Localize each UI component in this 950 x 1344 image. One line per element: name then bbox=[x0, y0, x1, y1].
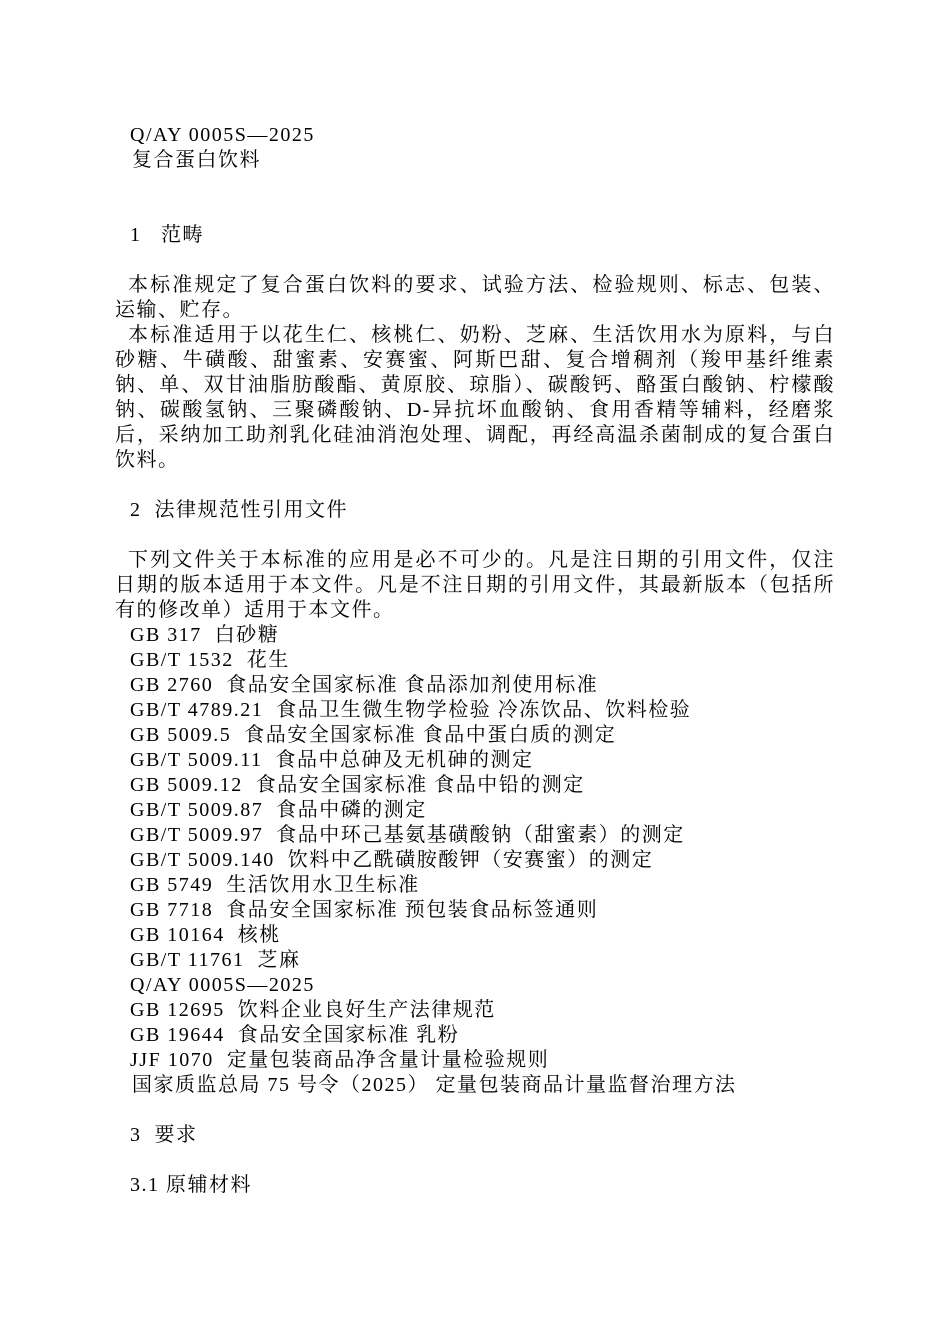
reference-item: GB 5009.12 食品安全国家标准 食品中铅的测定 bbox=[130, 774, 585, 796]
section-1-paragraph-scope: 本标准规定了复合蛋白饮料的要求、试验方法、检验规则、标志、包装、运输、贮存。 bbox=[115, 274, 835, 321]
standard-code: Q/AY 0005S—2025 bbox=[130, 124, 315, 146]
reference-item: GB 317 白砂糖 bbox=[130, 624, 280, 646]
reference-item: GB/T 5009.140 饮料中乙酰磺胺酸钾（安赛蜜）的测定 bbox=[130, 849, 654, 871]
reference-item: GB/T 11761 芝麻 bbox=[130, 949, 301, 971]
section-1-paragraph-applicability: 本标准适用于以花生仁、核桃仁、奶粉、芝麻、生活饮用水为原料，与白砂糖、牛磺酸、甜蜜素、安赛蜜、阿斯巴甜、复合增稠剂（羧甲基纤维素钠、单、双甘油脂肪酸酯、黄原胶、琼脂）、碳酸钙、酪蛋白酸钠、柠檬酸钠、碳酸氢钠、三聚磷酸钠、D-异抗坏血酸钠、食用香精等辅料，经磨浆后，采纳加工助剂乳化硅油消泡处理、调配，再经高温杀菌制成的复合蛋白饮料。 bbox=[115, 324, 835, 471]
document-title: 复合蛋白饮料 bbox=[132, 149, 261, 171]
reference-item: GB 5749 生活饮用水卫生标准 bbox=[130, 874, 420, 896]
reference-item: JJF 1070 定量包装商品净含量计量检验规则 bbox=[130, 1049, 550, 1071]
section-1-heading: 1 范畴 bbox=[130, 224, 204, 246]
reference-item: GB 10164 核桃 bbox=[130, 924, 281, 946]
section-3-1-heading: 3.1 原辅材料 bbox=[130, 1174, 252, 1196]
document-body bbox=[115, 123, 835, 1198]
spacer bbox=[115, 1098, 835, 1123]
reference-item: GB 7718 食品安全国家标准 预包装食品标签通则 bbox=[130, 899, 599, 921]
reference-item: GB 12695 饮料企业良好生产法律规范 bbox=[130, 999, 496, 1021]
reference-item: GB/T 5009.97 食品中环己基氨基磺酸钠（甜蜜素）的测定 bbox=[130, 824, 685, 846]
spacer bbox=[115, 473, 835, 498]
reference-item: 国家质监总局 75 号令（2025） 定量包装商品计量监督治理方法 bbox=[132, 1074, 737, 1096]
spacer bbox=[115, 248, 835, 273]
reference-item: GB/T 1532 花生 bbox=[130, 649, 290, 671]
section-2-heading: 2 法律规范性引用文件 bbox=[130, 499, 348, 521]
reference-item: GB/T 5009.87 食品中磷的测定 bbox=[130, 799, 427, 821]
spacer bbox=[115, 523, 835, 548]
section-2-paragraph: 下列文件关于本标准的应用是必不可少的。凡是注日期的引用文件，仅注日期的版本适用于本文件。凡是不注日期的引用文件，其最新版本（包括所有的修改单）适用于本文件。 bbox=[115, 549, 835, 621]
reference-item: Q/AY 0005S—2025 bbox=[130, 974, 315, 996]
section-3-heading: 3 要求 bbox=[130, 1124, 198, 1146]
reference-item: GB/T 5009.11 食品中总砷及无机砷的测定 bbox=[130, 749, 534, 771]
spacer bbox=[115, 173, 835, 223]
reference-item: GB 5009.5 食品安全国家标准 食品中蛋白质的测定 bbox=[130, 724, 617, 746]
reference-item: GB 19644 食品安全国家标准 乳粉 bbox=[130, 1024, 460, 1046]
reference-item: GB 2760 食品安全国家标准 食品添加剂使用标准 bbox=[130, 674, 599, 696]
normative-references-list bbox=[115, 623, 835, 1098]
spacer bbox=[115, 1148, 835, 1173]
reference-item: GB/T 4789.21 食品卫生微生物学检验 冷冻饮品、饮料检验 bbox=[130, 699, 692, 721]
